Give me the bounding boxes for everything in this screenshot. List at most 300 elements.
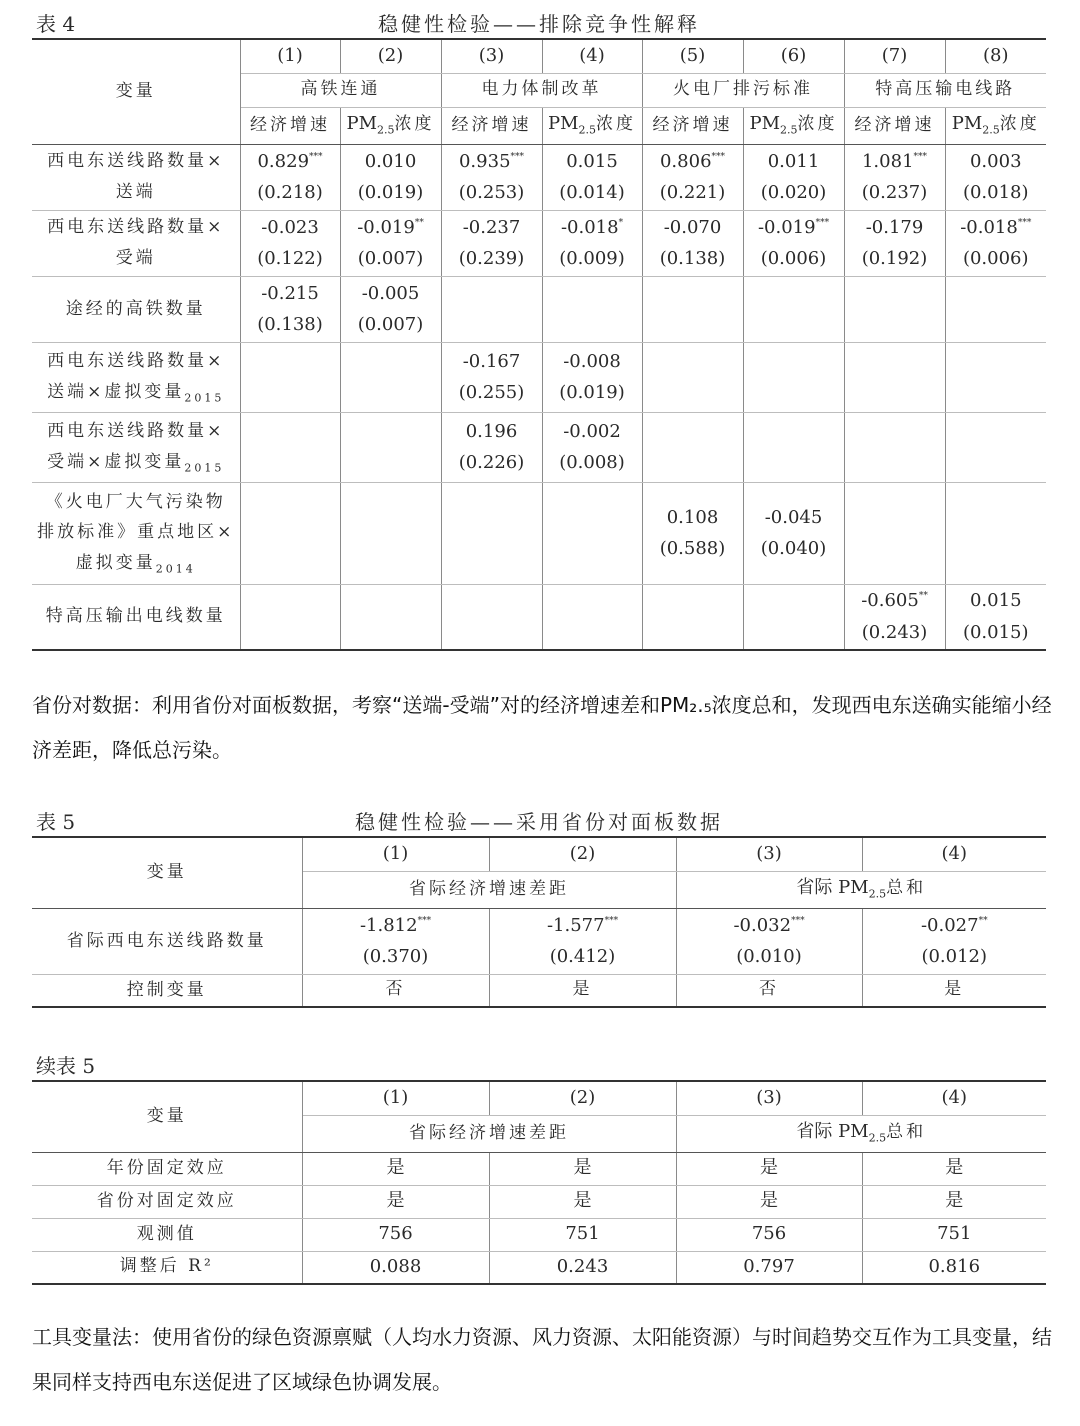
cell-value (543, 212, 642, 244)
table-cell: 是 (302, 1185, 489, 1218)
cell-stars: * (618, 217, 624, 228)
column-number: (1) (302, 837, 489, 871)
cell-stars: *** (791, 915, 805, 926)
table-cell: 0.243 (489, 1251, 676, 1284)
table-cell (642, 412, 743, 482)
table-cell (743, 342, 844, 412)
column-number: (4) (862, 837, 1046, 871)
row-label-text: 受端×虚拟变量 (47, 451, 185, 472)
cell-se: (0.221) (659, 182, 726, 203)
cell-value (744, 212, 844, 244)
table-cell (441, 342, 542, 412)
subheader-econ-growth: 经济增速 (642, 107, 743, 144)
column-number: (1) (302, 1081, 489, 1115)
cell-se: (0.010) (736, 946, 802, 967)
subheader-pm25 (340, 107, 441, 144)
column-number: (5) (642, 39, 743, 73)
table-cell (240, 276, 340, 342)
cell-value (845, 212, 945, 244)
group-header: 火电厂排污标准 (642, 73, 844, 107)
row-label: 省际西电东送线路数量 (32, 908, 302, 974)
table-cell (340, 584, 441, 650)
cell-coef: -0.008 (563, 350, 621, 372)
cell-se: (0.019) (357, 182, 424, 203)
cell-se: (0.192) (861, 248, 928, 269)
row-label-text: 西电东送线路数量× (47, 151, 225, 172)
cell-value (442, 146, 542, 178)
table-cell: 是 (676, 1152, 862, 1185)
row-label-line (32, 601, 240, 632)
row-label-text: 《火电厂大气污染物 (45, 491, 226, 512)
row-label-line (32, 447, 240, 478)
row-label-text: 受端 (115, 248, 156, 268)
table-cell: 是 (862, 974, 1046, 1007)
group-header-pm25-sum (676, 871, 1046, 908)
column-number: (3) (676, 1081, 862, 1115)
column-number: (6) (743, 39, 844, 73)
row-label (32, 482, 240, 584)
row-label-line (32, 517, 240, 548)
cell-coef: -0.019 (357, 216, 415, 238)
cell-value (643, 502, 743, 534)
cell-coef: -0.005 (361, 282, 420, 304)
table-5-continued-caption (32, 1046, 1046, 1080)
cell-se: (0.008) (559, 452, 625, 473)
subheader-econ-growth: 经济增速 (844, 107, 945, 144)
cell-value (543, 146, 642, 178)
cell-coef: -0.002 (563, 420, 621, 442)
cell-coef: -0.018 (560, 216, 619, 238)
cell-se: (0.007) (357, 248, 424, 269)
column-number: (2) (489, 1081, 676, 1115)
cell-value (442, 416, 542, 448)
table-cell (340, 482, 441, 584)
table-row (32, 412, 1046, 482)
cell-coef: -0.179 (865, 216, 924, 238)
pm-suffix: 总和 (886, 1121, 927, 1142)
table-cell: 否 (302, 974, 489, 1007)
table-cell (240, 584, 340, 650)
table-cell (945, 342, 1046, 412)
column-number: (3) (676, 837, 862, 871)
table-cell (489, 908, 676, 974)
table-cell (844, 210, 945, 276)
cell-se: (0.018) (962, 182, 1029, 203)
cell-value (543, 416, 642, 448)
table-cell (542, 210, 642, 276)
subheader-pm25 (743, 107, 844, 144)
table-cell (441, 482, 542, 584)
table-cell: 756 (676, 1218, 862, 1251)
row-label-text: 西电东送线路数量× (47, 351, 225, 372)
cell-value (303, 910, 489, 942)
cell-se: (0.006) (962, 248, 1029, 269)
cell-coef: 1.081 (861, 150, 914, 172)
pm-suffix: 浓度 (999, 113, 1040, 134)
cell-value (863, 910, 1047, 942)
row-label-text: 排放标准》重点地区× (37, 522, 235, 543)
table-row (32, 1152, 1046, 1185)
cell-value (845, 585, 945, 617)
cell-value (241, 212, 340, 244)
row-label (32, 276, 240, 342)
cell-stars: *** (417, 915, 432, 926)
variable-header: 变量 (32, 1081, 302, 1152)
table-cell (862, 908, 1046, 974)
cell-coef: -0.023 (261, 216, 319, 238)
table-row (32, 342, 1046, 412)
table-cell (844, 144, 945, 210)
row-label-line (32, 294, 240, 325)
pm-suffix: 浓度 (797, 113, 838, 134)
cell-value (241, 146, 340, 178)
table-cell: 751 (489, 1218, 676, 1251)
cell-coef: -0.027 (920, 914, 979, 936)
cell-se: (0.226) (458, 452, 525, 473)
cell-value (442, 212, 542, 244)
subheader-pm25 (945, 107, 1046, 144)
column-number: (4) (542, 39, 642, 73)
row-label-text: 送端 (115, 182, 156, 202)
pm-suffix: 总和 (886, 877, 927, 898)
table-cell (844, 276, 945, 342)
table-cell (642, 584, 743, 650)
table-cell (743, 412, 844, 482)
cell-value (845, 146, 945, 178)
table-cell (743, 144, 844, 210)
table-cell (945, 412, 1046, 482)
pm-suffix: 浓度 (394, 113, 435, 134)
table-4 (32, 38, 1046, 651)
row-label-text: 途经的高铁数量 (65, 298, 206, 319)
table-cell (642, 482, 743, 584)
table-cell (642, 342, 743, 412)
cell-value (677, 910, 862, 942)
table-cell (340, 144, 441, 210)
table-cell (441, 412, 542, 482)
column-number: (8) (945, 39, 1046, 73)
table-row (32, 144, 1046, 210)
table-cell (340, 412, 441, 482)
table-cell: 0.797 (676, 1251, 862, 1284)
table-cell (642, 144, 743, 210)
table-5-continued-label: 续表 5 (36, 1054, 96, 1078)
cell-value (543, 346, 642, 378)
pm-prefix: PM (547, 112, 579, 134)
group-header-econ-gap: 省际经济增速差距 (302, 871, 676, 908)
table-cell (844, 482, 945, 584)
column-number: (1) (240, 39, 340, 73)
row-label-subscript: 2015 (184, 461, 225, 475)
cell-coef: 0.935 (458, 150, 511, 172)
cell-se: (0.007) (357, 314, 424, 335)
cell-se: (0.009) (559, 248, 625, 269)
cell-se: (0.412) (549, 946, 616, 967)
cell-coef: 0.003 (969, 150, 1022, 172)
table-cell (542, 482, 642, 584)
cell-se: (0.138) (257, 314, 323, 335)
row-label-line (32, 177, 240, 208)
table-cell (240, 144, 340, 210)
table-row (32, 210, 1046, 276)
table-5-label: 表 5 (36, 810, 76, 834)
table-cell (642, 276, 743, 342)
cell-se: (0.370) (362, 946, 429, 967)
cell-value (341, 212, 441, 244)
pm-prefix: 省际 PM (796, 1120, 869, 1142)
table-cell (340, 210, 441, 276)
cell-coef: 0.806 (659, 150, 712, 172)
table-5-continued (32, 1080, 1046, 1285)
table-cell (302, 908, 489, 974)
cell-stars: ** (978, 915, 988, 926)
table-cell (240, 482, 340, 584)
table-cell: 0.088 (302, 1251, 489, 1284)
cell-se: (0.014) (559, 182, 625, 203)
cell-stars: ** (918, 591, 928, 602)
table-row (32, 276, 1046, 342)
column-number: (4) (862, 1081, 1046, 1115)
table-cell (542, 412, 642, 482)
cell-coef: 0.015 (969, 590, 1022, 612)
table-cell: 是 (489, 974, 676, 1007)
cell-se: (0.588) (659, 538, 726, 559)
cell-se: (0.012) (921, 946, 988, 967)
cell-se: (0.020) (760, 182, 827, 203)
cell-coef: 0.108 (666, 506, 719, 528)
table-cell (743, 584, 844, 650)
cell-stars: *** (309, 151, 323, 162)
table-cell (441, 144, 542, 210)
cell-value (643, 212, 743, 244)
pm-subscript: 2.5 (578, 123, 597, 137)
row-label (32, 342, 240, 412)
table-cell (240, 412, 340, 482)
table-cell: 756 (302, 1218, 489, 1251)
group-header: 高铁连通 (240, 73, 441, 107)
cell-stars: *** (1017, 217, 1032, 228)
table-cell (743, 276, 844, 342)
column-number: (7) (844, 39, 945, 73)
table-cell (945, 210, 1046, 276)
table-4-label: 表 4 (36, 12, 76, 36)
cell-stars: *** (913, 151, 928, 162)
row-label-line (32, 146, 240, 177)
table-row (32, 584, 1046, 650)
table-cell: 是 (676, 1185, 862, 1218)
cell-stars: *** (510, 151, 525, 162)
row-label: 省份对固定效应 (32, 1185, 302, 1218)
row-label-text: 特高压输出电线数量 (45, 606, 226, 627)
cell-coef: 0.015 (566, 150, 618, 172)
table-5 (32, 836, 1046, 1008)
cell-se: (0.255) (458, 382, 525, 403)
cell-value (643, 146, 743, 178)
row-label-line (32, 212, 240, 243)
table-cell (945, 276, 1046, 342)
table-cell (542, 342, 642, 412)
cell-value (946, 585, 1047, 617)
variable-header: 变量 (32, 837, 302, 908)
cell-value (946, 146, 1047, 178)
cell-value (341, 146, 441, 178)
table-cell (844, 584, 945, 650)
cell-coef: -1.812 (359, 914, 418, 936)
row-label (32, 584, 240, 650)
row-label (32, 210, 240, 276)
group-header-pm25-sum (676, 1115, 1046, 1152)
cell-coef: -0.045 (764, 506, 823, 528)
row-label: 观测值 (32, 1218, 302, 1251)
cell-value (946, 212, 1047, 244)
cell-se: (0.138) (659, 248, 726, 269)
cell-stars: *** (815, 217, 830, 228)
row-label-line (32, 346, 240, 377)
variable-header: 变量 (32, 39, 240, 144)
table-cell (945, 584, 1046, 650)
column-number: (2) (489, 837, 676, 871)
table-cell: 是 (489, 1185, 676, 1218)
row-label-text: 西电东送线路数量× (47, 421, 225, 442)
column-number: (3) (441, 39, 542, 73)
cell-coef: 0.010 (364, 150, 417, 172)
row-label-line (32, 377, 240, 408)
cell-stars: ** (414, 217, 424, 228)
cell-coef: 0.011 (767, 150, 820, 172)
table-4-block (32, 4, 1046, 651)
table-4-title: 稳健性检验——排除竞争性解释 (378, 12, 700, 36)
column-number: (2) (340, 39, 441, 73)
table-cell: 是 (862, 1152, 1046, 1185)
cell-se: (0.239) (458, 248, 525, 269)
cell-value (490, 910, 676, 942)
table-cell (743, 210, 844, 276)
row-label-subscript: 2015 (184, 391, 225, 405)
pm-subscript: 2.5 (377, 123, 395, 137)
table-cell (844, 412, 945, 482)
table-5-title: 稳健性检验——采用省份对面板数据 (355, 810, 723, 834)
table-cell (542, 584, 642, 650)
row-label: 调整后 R² (32, 1251, 302, 1284)
paragraph-province-pair: 省份对数据：利用省份对面板数据，考察“送端-受端”对的经济增速差和PM₂.₅浓度总和，发现西电东送确实能缩小经济差距，降低总污染。 (32, 693, 1052, 762)
cell-coef: -0.018 (960, 216, 1018, 238)
cell-se: (0.040) (760, 538, 827, 559)
table-cell (676, 908, 862, 974)
cell-stars: *** (711, 151, 726, 162)
table-row (32, 1185, 1046, 1218)
cell-coef: 0.829 (257, 150, 310, 172)
table-5-block (32, 802, 1046, 1008)
cell-coef: -0.237 (462, 216, 521, 238)
table-cell (240, 210, 340, 276)
cell-value (744, 502, 844, 534)
table-cell: 是 (302, 1152, 489, 1185)
table-cell (240, 342, 340, 412)
row-label-subscript: 2014 (155, 562, 196, 576)
table-cell (340, 342, 441, 412)
paragraph-instrumental-variable: 工具变量法：使用省份的绿色资源禀赋（人均水力资源、风力资源、太阳能资源）与时间趋势交互作为工具变量，结果同样支持西电东送促进了区域绿色协调发展。 (32, 1325, 1052, 1394)
cell-se: (0.006) (760, 248, 827, 269)
row-label: 控制变量 (32, 974, 302, 1007)
cell-se: (0.015) (962, 621, 1029, 643)
table-cell (542, 144, 642, 210)
table-cell (441, 210, 542, 276)
table-cell (441, 276, 542, 342)
cell-se: (0.253) (458, 182, 525, 203)
cell-value (341, 278, 441, 310)
row-label-text: 西电东送线路数量× (47, 217, 225, 238)
pm-suffix: 浓度 (596, 113, 637, 134)
table-cell: 751 (862, 1218, 1046, 1251)
table-cell (542, 276, 642, 342)
group-header: 特高压输电线路 (844, 73, 1046, 107)
pm-prefix: PM (346, 112, 378, 134)
row-label-text: 虚拟变量 (75, 553, 156, 573)
cell-se: (0.122) (257, 248, 323, 269)
table-cell (340, 276, 441, 342)
row-label-line (32, 548, 240, 579)
row-label-text: 送端×虚拟变量 (47, 381, 185, 402)
group-header-econ-gap: 省际经济增速差距 (302, 1115, 676, 1152)
row-label (32, 412, 240, 482)
table-5-caption (32, 802, 1046, 836)
cell-se: (0.243) (861, 621, 928, 643)
pm-subscript: 2.5 (868, 887, 887, 901)
table-cell (743, 482, 844, 584)
pm-subscript: 2.5 (982, 123, 1000, 137)
cell-coef: -0.032 (733, 914, 792, 936)
table-5-continued-block (32, 1046, 1046, 1285)
pm-subscript: 2.5 (868, 1131, 887, 1145)
cell-value (241, 278, 340, 310)
row-label-line (32, 243, 240, 274)
cell-coef: -0.019 (757, 216, 816, 238)
cell-coef: -0.070 (663, 216, 722, 238)
pm-subscript: 2.5 (780, 123, 798, 137)
cell-se: (0.019) (559, 382, 625, 403)
table-cell (441, 584, 542, 650)
table-cell: 是 (489, 1152, 676, 1185)
pm-prefix: PM (951, 112, 983, 134)
cell-coef: -0.167 (462, 350, 521, 372)
table-cell: 否 (676, 974, 862, 1007)
table-cell (945, 144, 1046, 210)
table-cell (642, 210, 743, 276)
table-row (32, 1251, 1046, 1284)
table-cell (945, 482, 1046, 584)
table-cell: 是 (862, 1185, 1046, 1218)
row-label-line (32, 487, 240, 518)
subheader-econ-growth: 经济增速 (240, 107, 340, 144)
subheader-econ-growth: 经济增速 (441, 107, 542, 144)
table-row (32, 1218, 1046, 1251)
pm-prefix: PM (749, 112, 781, 134)
cell-se: (0.218) (257, 182, 323, 203)
row-label (32, 144, 240, 210)
cell-value (442, 346, 542, 378)
table-cell: 0.816 (862, 1251, 1046, 1284)
subheader-pm25 (542, 107, 642, 144)
cell-value (744, 146, 844, 178)
row-label-line (32, 416, 240, 447)
pm-prefix: 省际 PM (796, 876, 869, 898)
table-row (32, 482, 1046, 584)
row-label: 年份固定效应 (32, 1152, 302, 1185)
group-header: 电力体制改革 (441, 73, 642, 107)
cell-se: (0.237) (861, 182, 928, 203)
table-cell (844, 342, 945, 412)
cell-coef: 0.196 (465, 420, 518, 442)
